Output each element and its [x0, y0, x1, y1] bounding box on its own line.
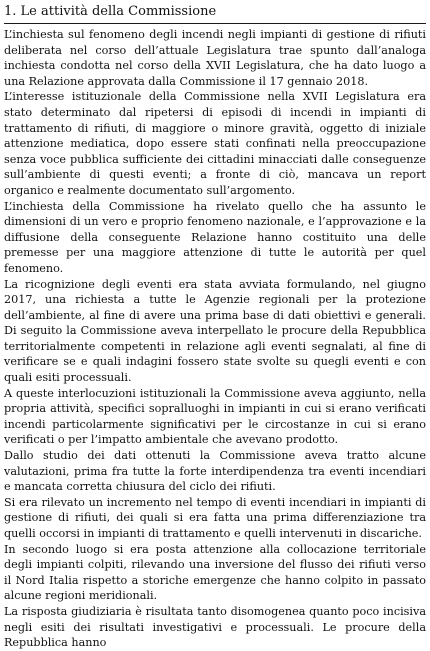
paragraph: L’interesse istituzionale della Commissione nella XVII Legislatura era stato determinato dal ripetersi di episodi di incendi in impianti di trattamento di rifiuti, di maggiore o minore gravità, oggetto di iniziale attenzione mediatica, dopo essere stati confinati nella preoccupazione senza voce pubblica sufficiente dei cittadini minacciati dalle conseguenze sull’ambiente di questi eventi; a fronte di ciò, mancava un report organico e realmente documentato sull’argomento. [4, 90, 426, 197]
paragraph: Si era rilevato un incremento nel tempo di eventi incendiari in impianti di gestione di rifiuti, dei quali si era fatta una prima differenziazione tra quelli occorsi in impianti di trattamento e quelli intervenuti in discariche. [4, 495, 426, 540]
body-text [4, 27, 426, 651]
paragraph: L’inchiesta della Commissione ha rivelato quello che ha assunto le dimensioni di un vero e proprio fenomeno nazionale, e l’approvazione e la diffusione della conseguente Relazione hanno costituito una delle premesse per una maggiore attenzione di tutte le autorità per quel fenomeno. [4, 199, 426, 275]
paragraph: L’inchiesta sul fenomeno degli incendi negli impianti di gestione di rifiuti deliberata nel corso dell’attuale Legislatura trae spunto dall’analoga inchiesta condotta nel corso della XVII Legislatura, che ha dato luogo a una Relazione approvata dalla Commissione il 17 gennaio 2018. [4, 28, 426, 88]
paragraph: In secondo luogo si era posta attenzione alla collocazione territoriale degli impianti colpiti, rilevando una inversione del flusso dei rifiuti verso il Nord Italia rispetto a storiche emergenze che hanno colpito in passato alcune regioni meridionali. [4, 542, 426, 603]
paragraph: La risposta giudiziaria è risultata tanto disomogenea quanto poco incisiva negli esiti dei risultati investigativi e processuali. Le procure della Repubblica hanno [4, 604, 426, 650]
paragraph: La ricognizione degli eventi era stata avviata formulando, nel giugno 2017, una richiesta a tutte le Agenzie regionali per la protezione dell’ambiente, al fine di avere una prima base di dati obiettivi e generali. Di seguito la Commissione aveva interpellato le procure della Repubblica territorialmente competenti in relazione agli eventi segnalati, al fine di verificare se e quali indagini fossero state svolte su quegli eventi e con quali esiti processuali. [4, 277, 426, 385]
section-heading: 1. Le attività della Commissione [4, 3, 426, 24]
paragraph: Dallo studio dei dati ottenuti la Commissione aveva tratto alcune valutazioni, prima fra tutte la forte interdipendenza tra eventi incendiari e mancata corretta chiusura del ciclo dei rifiuti. [4, 449, 426, 494]
paragraph: A queste interlocuzioni istituzionali la Commissione aveva aggiunto, nella propria attività, specifici sopralluoghi in impianti in cui si erano verificati incendi particolarmente significativi per le circostanze in cui si erano verificati o per l’impatto ambientale che avevano prodotto. [4, 386, 426, 447]
